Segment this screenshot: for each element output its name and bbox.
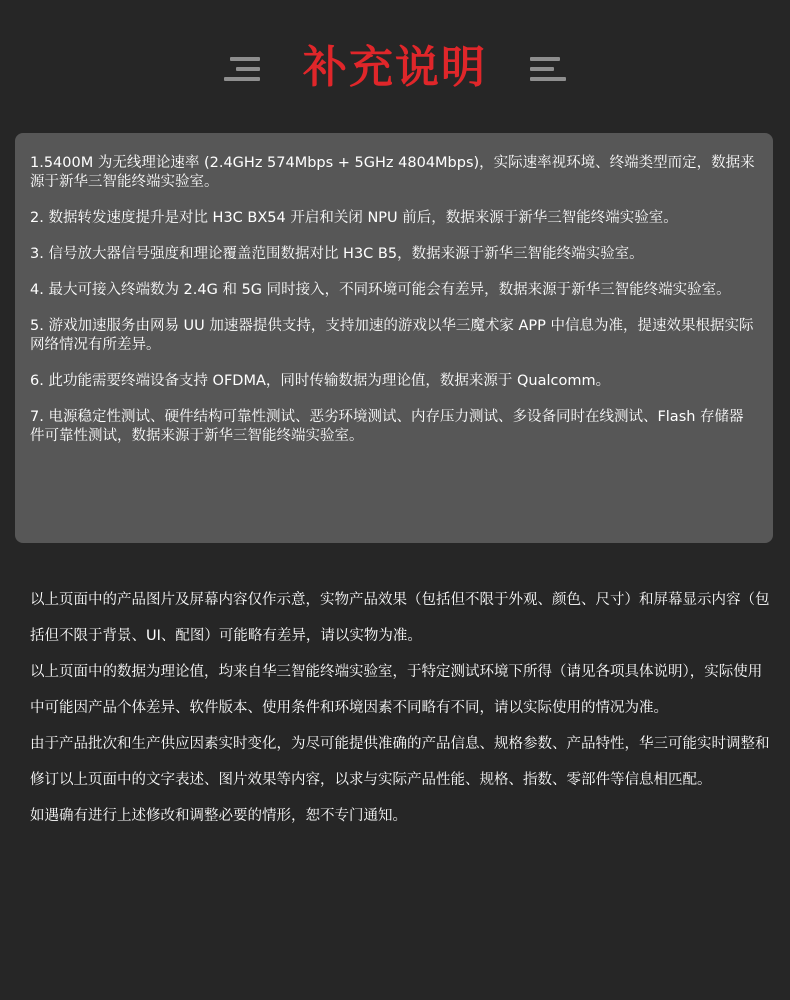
disclaimer-section bbox=[30, 582, 770, 834]
section-header bbox=[0, 36, 790, 100]
notes-panel bbox=[15, 133, 773, 543]
note-item-4: 4. 最大可接入终端数为 2.4G 和 5G 同时接入，不同环境可能会有差异，数据来源于新华三智能终端实验室。 bbox=[30, 282, 731, 298]
disclaimer-paragraph-2: 以上页面中的数据为理论值，均来自华三智能终端实验室，于特定测试环境下所得（请见各项具体说明），实际使用中可能因产品个体差异、软件版本、使用条件和环境因素不同略有不同，请以实际使用的情况为准。 bbox=[30, 664, 763, 716]
note-item-3: 3. 信号放大器信号强度和理论覆盖范围数据对比 H3C B5，数据来源于新华三智能终端实验室。 bbox=[30, 246, 644, 262]
note-item-6: 6. 此功能需要终端设备支持 OFDMA，同时传输数据为理论值，数据来源于 Qualcomm。 bbox=[30, 373, 611, 389]
note-item-5: 5. 游戏加速服务由网易 UU 加速器提供支持，支持加速的游戏以华三魔术家 APP 中信息为准，提速效果根据实际网络情况有所差异。 bbox=[30, 318, 754, 353]
right-decoration-lines-icon bbox=[528, 57, 566, 83]
disclaimer-paragraph-4: 如遇确有进行上述修改和调整必要的情形，恕不专门通知。 bbox=[30, 808, 407, 824]
disclaimer-paragraph-3: 由于产品批次和生产供应因素实时变化，为尽可能提供准确的产品信息、规格参数、产品特性，华三可能实时调整和修订以上页面中的文字表述、图片效果等内容，以求与实际产品性能、规格、指数、零部件等信息相匹配。 bbox=[30, 736, 770, 788]
left-decoration-lines-icon bbox=[224, 57, 262, 83]
page-title: 补充说明 bbox=[303, 42, 487, 93]
note-item-7: 7. 电源稳定性测试、硬件结构可靠性测试、恶劣环境测试、内存压力测试、多设备同时在线测试、Flash 存储器件可靠性测试，数据来源于新华三智能终端实验室。 bbox=[30, 409, 744, 444]
note-item-1: 1.5400M 为无线理论速率 (2.4GHz 574Mbps + 5GHz 4804Mbps)，实际速率视环境、终端类型而定，数据来源于新华三智能终端实验室。 bbox=[30, 155, 755, 190]
disclaimer-paragraph-1: 以上页面中的产品图片及屏幕内容仅作示意，实物产品效果（包括但不限于外观、颜色、尺寸）和屏幕显示内容（包括但不限于背景、UI、配图）可能略有差异，请以实物为准。 bbox=[30, 592, 770, 644]
note-item-2: 2. 数据转发速度提升是对比 H3C BX54 开启和关闭 NPU 前后，数据来源于新华三智能终端实验室。 bbox=[30, 210, 678, 226]
